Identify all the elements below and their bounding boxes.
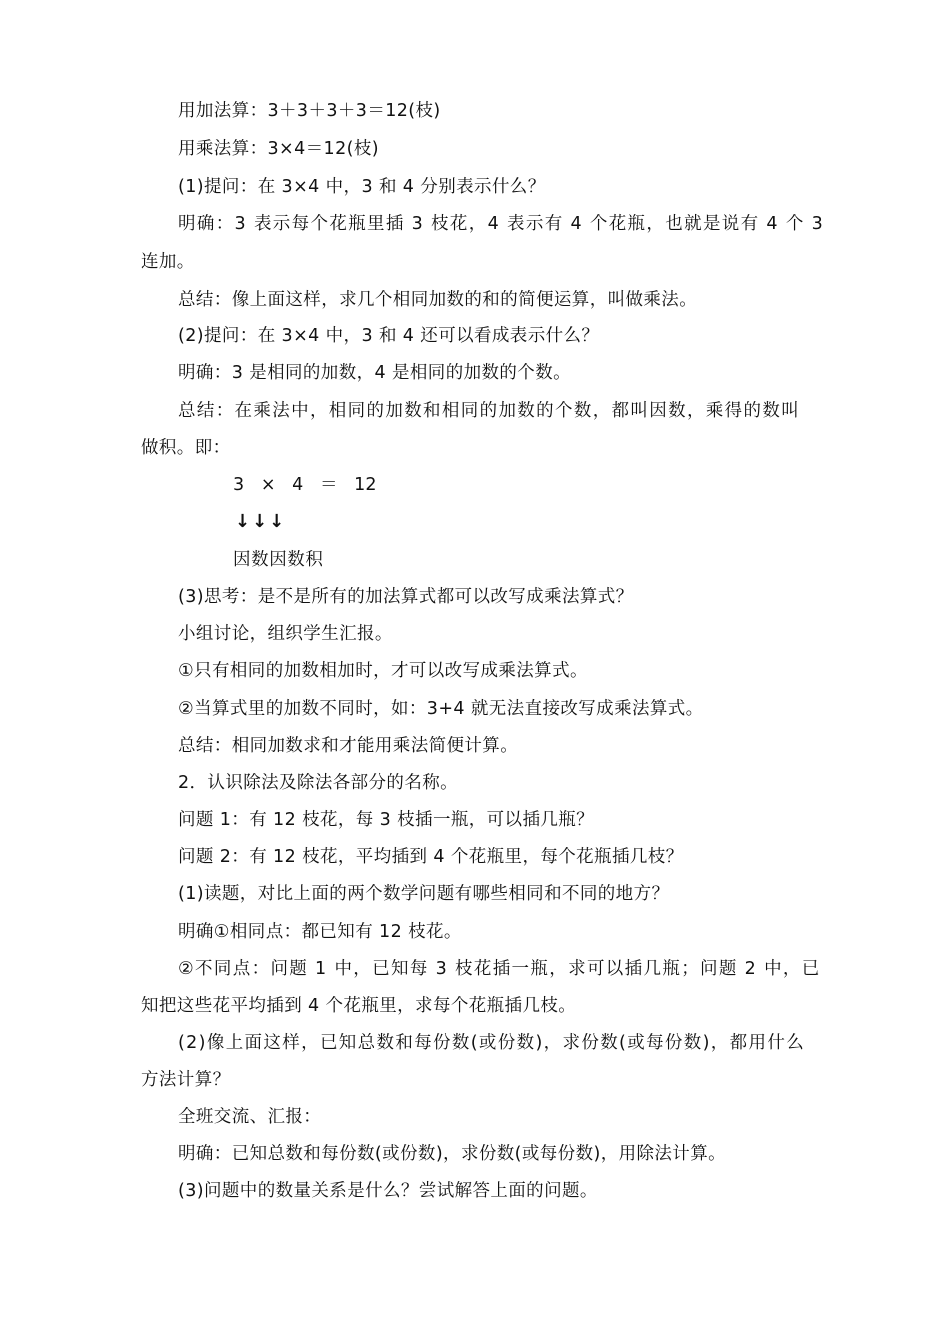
- text-line: ①只有相同的加数相加时，才可以改写成乘法算式。: [178, 661, 588, 681]
- text-line: 知把这些花平均插到 4 个花瓶里，求每个花瓶插几枝。: [141, 996, 577, 1016]
- text-line: ②不同点：问题 1 中，已知每 3 枝花插一瓶，求可以插几瓶；问题 2 中，已: [178, 959, 821, 979]
- text-line: 方法计算？: [141, 1070, 231, 1090]
- text-line: (1)提问：在 3×4 中，3 和 4 分别表示什么？: [178, 177, 546, 197]
- text-line: 明确：3 表示每个花瓶里插 3 枝花，4 表示有 4 个花瓶，也就是说有 4 个 3: [178, 214, 825, 234]
- text-line: 总结：在乘法中，相同的加数和相同的加数的个数，都叫因数，乘得的数叫: [178, 401, 801, 421]
- text-line: 总结：像上面这样，求几个相同加数的和的简便运算，叫做乘法。: [178, 290, 698, 310]
- text-line: 用乘法算：3×4＝12(枝): [178, 139, 379, 159]
- text-line: (2)像上面这样，已知总数和每份数(或份数)，求份数(或每份数)，都用什么: [178, 1033, 806, 1053]
- text-line: (2)提问：在 3×4 中，3 和 4 还可以看成表示什么？: [178, 326, 600, 346]
- text-line: 问题 2：有 12 枝花，平均插到 4 个花瓶里，每个花瓶插几枝？: [178, 847, 684, 867]
- text-line: 做积。即：: [141, 438, 231, 458]
- text-line: 总结：相同加数求和才能用乘法简便计算。: [178, 736, 519, 756]
- text-line: 明确①相同点：都已知有 12 枝花。: [178, 922, 462, 942]
- down-arrow-icon: ↓↓↓: [235, 511, 287, 532]
- text-line: 连加。: [141, 252, 195, 272]
- text-line: 问题 1：有 12 枝花，每 3 枝插一瓶，可以插几瓶？: [178, 810, 595, 830]
- multiplication-equation: 3 × 4 ＝ 12: [233, 475, 377, 495]
- text-line: ②当算式里的加数不同时，如：3+4 就无法直接改写成乘法算式。: [178, 699, 704, 719]
- text-line: (3)问题中的数量关系是什么？尝试解答上面的问题。: [178, 1181, 598, 1201]
- text-line: 小组讨论，组织学生汇报。: [178, 624, 393, 644]
- text-line: (1)读题，对比上面的两个数学问题有哪些相同和不同的地方？: [178, 884, 670, 904]
- factor-labels: 因数因数积: [233, 550, 324, 570]
- text-line: 明确：已知总数和每份数(或份数)，求份数(或每份数)，用除法计算。: [178, 1144, 727, 1164]
- section-heading: 2．认识除法及除法各部分的名称。: [178, 773, 459, 793]
- text-line: 用加法算：3＋3＋3＋3＝12(枝): [178, 101, 441, 121]
- text-line: 明确：3 是相同的加数，4 是相同的加数的个数。: [178, 363, 571, 383]
- text-line: 全班交流、汇报：: [178, 1107, 322, 1127]
- text-line: (3)思考：是不是所有的加法算式都可以改写成乘法算式？: [178, 587, 634, 607]
